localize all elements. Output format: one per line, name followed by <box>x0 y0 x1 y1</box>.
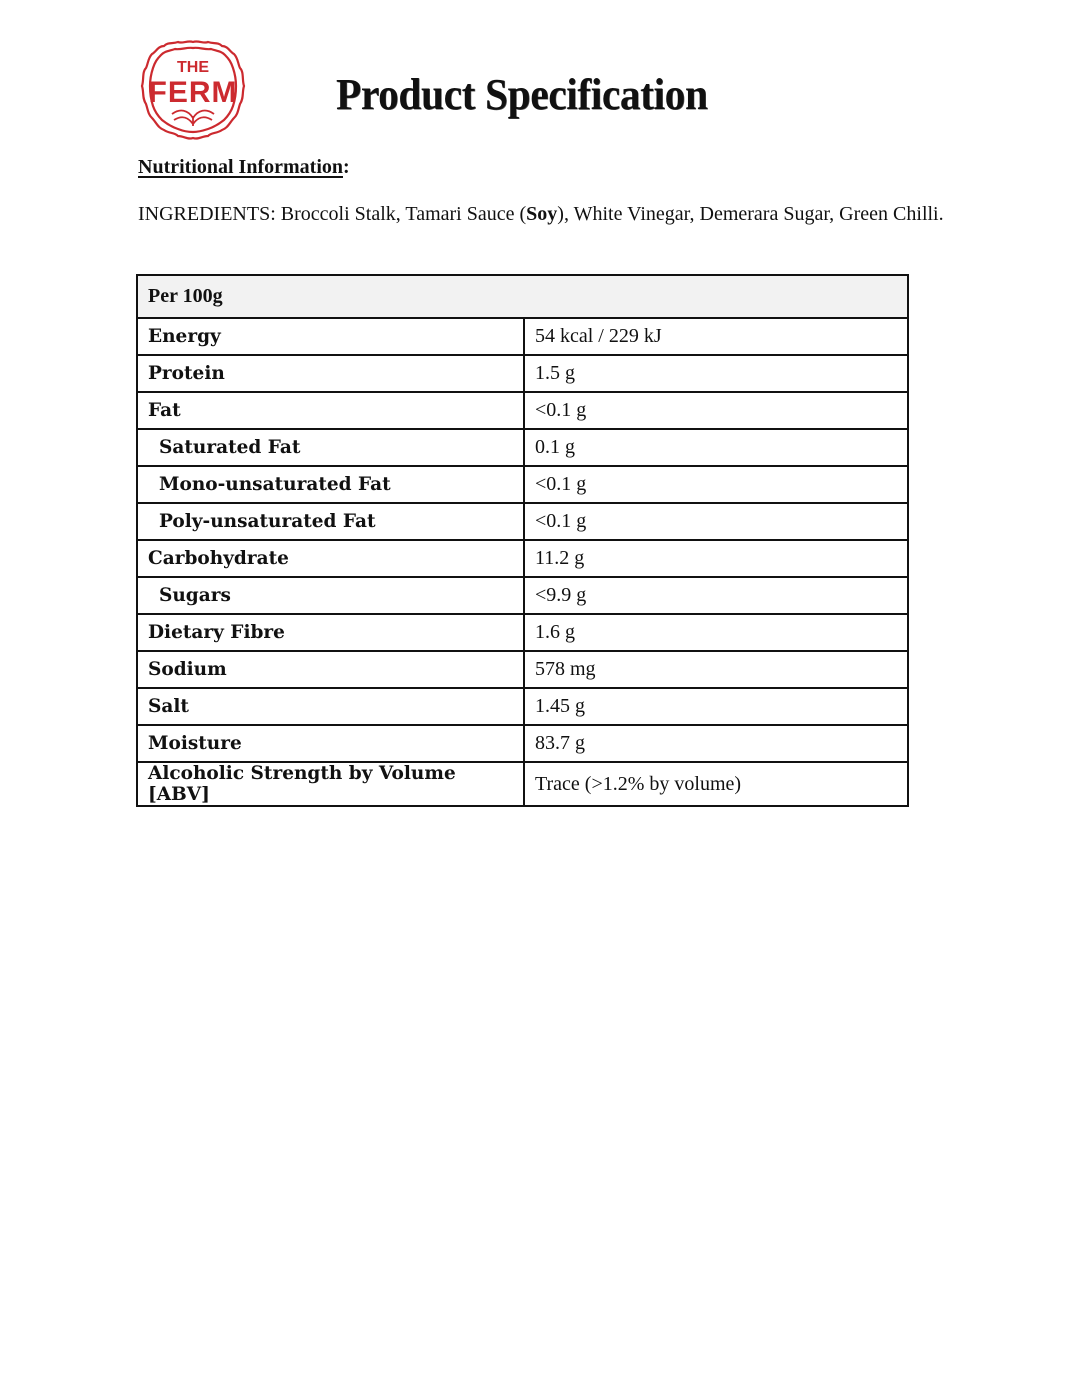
nutrient-label: Protein <box>137 355 524 392</box>
nutrient-value: 11.2 g <box>524 540 908 577</box>
nutrient-label: Energy <box>137 318 524 355</box>
nutrition-table <box>136 274 909 807</box>
nutrient-value: 54 kcal / 229 kJ <box>524 318 908 355</box>
ingredients-allergen: Soy <box>526 203 558 225</box>
nutrient-label: Mono-unsaturated Fat <box>137 466 524 503</box>
table-header: Per 100g <box>137 275 908 318</box>
nutrient-value: 0.1 g <box>524 429 908 466</box>
logo-text-the: THE <box>177 59 209 76</box>
ingredients-part1: Broccoli Stalk, Tamari Sauce ( <box>280 203 527 225</box>
nutrient-label: Alcoholic Strength by Volume [ABV] <box>137 762 524 806</box>
table-row <box>137 577 908 614</box>
table-row <box>137 318 908 355</box>
table-header-row <box>137 275 908 318</box>
nutrient-label: Fat <box>137 392 524 429</box>
nutrient-label: Sugars <box>137 577 524 614</box>
table-row <box>137 466 908 503</box>
nutrient-label: Saturated Fat <box>137 429 524 466</box>
table-row <box>137 429 908 466</box>
nutrient-value: 1.45 g <box>524 688 908 725</box>
section-heading-colon: : <box>343 156 350 178</box>
table-row <box>137 392 908 429</box>
table-row <box>137 725 908 762</box>
nutrient-value: 578 mg <box>524 651 908 688</box>
nutrient-value: 83.7 g <box>524 725 908 762</box>
nutrient-value: Trace (>1.2% by volume) <box>524 762 908 806</box>
ingredients-part2: ), White Vinegar, Demerara Sugar, Green Chilli. <box>557 203 944 225</box>
nutrient-value: <0.1 g <box>524 466 908 503</box>
logo-text-ferm: FERM <box>148 76 238 109</box>
nutrient-value: <0.1 g <box>524 392 908 429</box>
ingredients-text <box>138 202 950 227</box>
section-heading-text: Nutritional Information <box>138 156 343 178</box>
page-title: Product Specification <box>336 70 708 119</box>
table-row <box>137 762 908 806</box>
nutrient-label: Moisture <box>137 725 524 762</box>
section-heading <box>138 154 350 180</box>
nutrient-label: Carbohydrate <box>137 540 524 577</box>
table-row <box>137 688 908 725</box>
nutrient-value: 1.5 g <box>524 355 908 392</box>
ingredients-label: INGREDIENTS: <box>138 203 281 225</box>
nutrient-label: Salt <box>137 688 524 725</box>
nutrient-label: Poly-unsaturated Fat <box>137 503 524 540</box>
table-row <box>137 540 908 577</box>
table-row <box>137 355 908 392</box>
nutrient-value: <0.1 g <box>524 503 908 540</box>
the-ferm-logo <box>138 38 248 142</box>
nutrient-label: Dietary Fibre <box>137 614 524 651</box>
table-row <box>137 651 908 688</box>
table-row <box>137 614 908 651</box>
table-row <box>137 503 908 540</box>
nutrient-value: <9.9 g <box>524 577 908 614</box>
nutrient-label: Sodium <box>137 651 524 688</box>
nutrient-value: 1.6 g <box>524 614 908 651</box>
